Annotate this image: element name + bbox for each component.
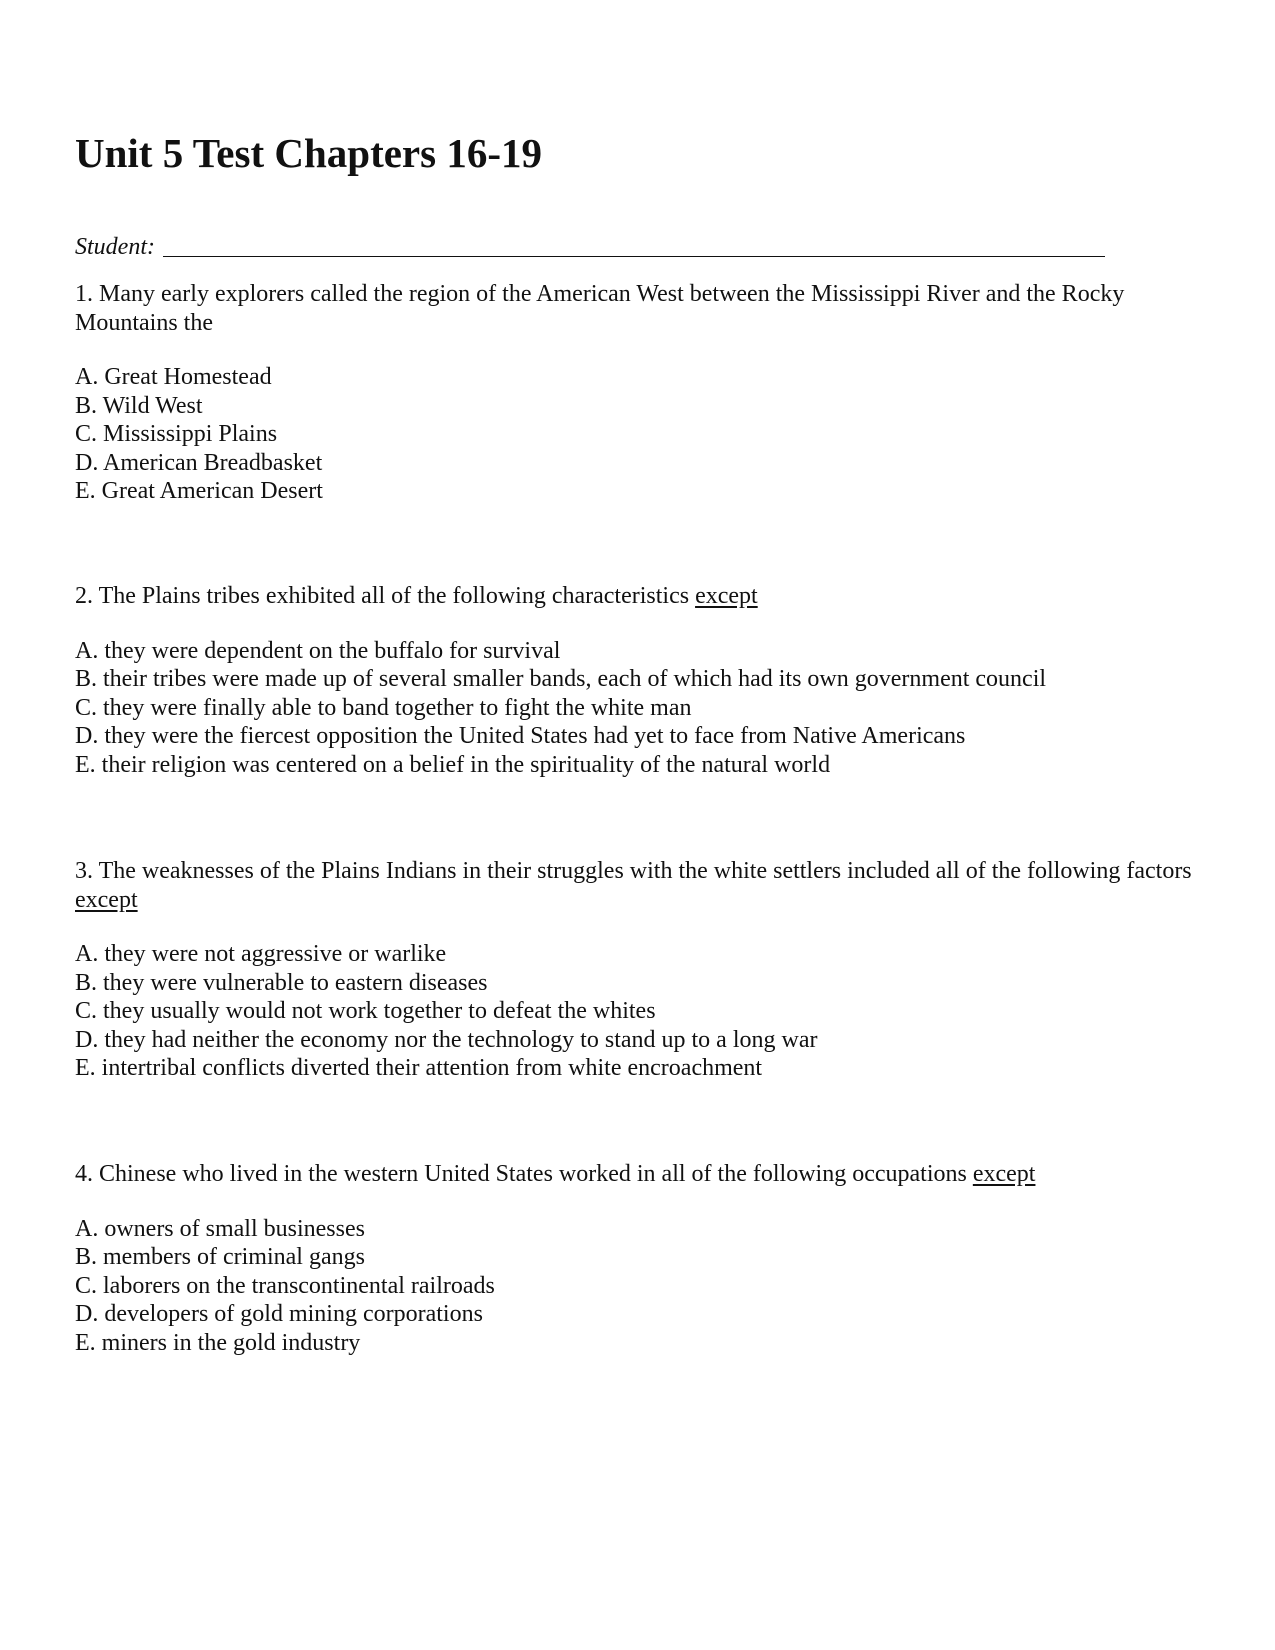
stem-emphasis: except xyxy=(75,886,138,913)
answer-option: B. they were vulnerable to eastern diseases xyxy=(75,969,488,996)
answer-option: D. they were the fiercest opposition the United States had yet to face from Native Americans xyxy=(75,723,966,749)
question-stem-text: 2. The Plains tribes exhibited all of the following characteristics xyxy=(75,583,690,609)
answer-options xyxy=(75,363,1205,506)
answer-option: C. they were finally able to band together to fight the white man xyxy=(75,694,692,721)
student-name-row xyxy=(75,232,1105,262)
question-3 xyxy=(75,857,1205,1083)
answer-option: C. Mississippi Plains xyxy=(75,421,278,447)
page-title: Unit 5 Test Chapters 16-19 xyxy=(75,130,542,176)
question-stem xyxy=(75,1160,1205,1189)
answer-option: B. their tribes were made up of several smaller bands, each of which had its own government council xyxy=(75,666,1047,692)
stem-emphasis: except xyxy=(972,1161,1036,1187)
answer-option: D. American Breadbasket xyxy=(75,449,323,476)
answer-options xyxy=(75,637,1205,780)
answer-option: A. they were dependent on the buffalo for survival xyxy=(75,637,561,664)
answer-option: D. developers of gold mining corporations xyxy=(75,1301,483,1327)
answer-option: E. their religion was centered on a belief in the spirituality of the natural world xyxy=(75,751,831,778)
answer-option: B. Wild West xyxy=(75,392,203,419)
question-2 xyxy=(75,582,1205,779)
answer-option: E. Great American Desert xyxy=(75,478,323,504)
answer-options xyxy=(75,1215,1205,1358)
answer-option: E. intertribal conflicts diverted their attention from white encroachment xyxy=(75,1055,763,1081)
answer-option: E. miners in the gold industry xyxy=(75,1329,361,1356)
question-stem xyxy=(75,857,1205,914)
question-stem-text: 1. Many early explorers called the region of the American West between the Mississippi River and the Rocky Mountains the xyxy=(75,281,1125,336)
question-stem-text: 3. The weaknesses of the Plains Indians in their struggles with the white settlers included all of the following factors xyxy=(75,858,1192,884)
answer-option: C. they usually would not work together to defeat the whites xyxy=(75,998,656,1024)
answer-option: A. Great Homestead xyxy=(75,364,272,390)
answer-options xyxy=(75,940,1205,1083)
question-stem xyxy=(75,280,1205,337)
answer-option: C. laborers on the transcontinental railroads xyxy=(75,1272,495,1299)
question-stem xyxy=(75,582,1205,611)
answer-option: A. they were not aggressive or warlike xyxy=(75,941,447,967)
stem-emphasis: except xyxy=(695,583,758,609)
answer-option: B. members of criminal gangs xyxy=(75,1244,365,1270)
student-label: Student: xyxy=(75,234,155,260)
answer-option: A. owners of small businesses xyxy=(75,1215,365,1242)
student-name-line xyxy=(163,255,1105,257)
question-stem-text: 4. Chinese who lived in the western United States worked in all of the following occupations xyxy=(75,1161,967,1187)
answer-option: D. they had neither the economy nor the technology to stand up to a long war xyxy=(75,1026,818,1053)
question-4 xyxy=(75,1160,1205,1357)
question-1 xyxy=(75,280,1205,506)
